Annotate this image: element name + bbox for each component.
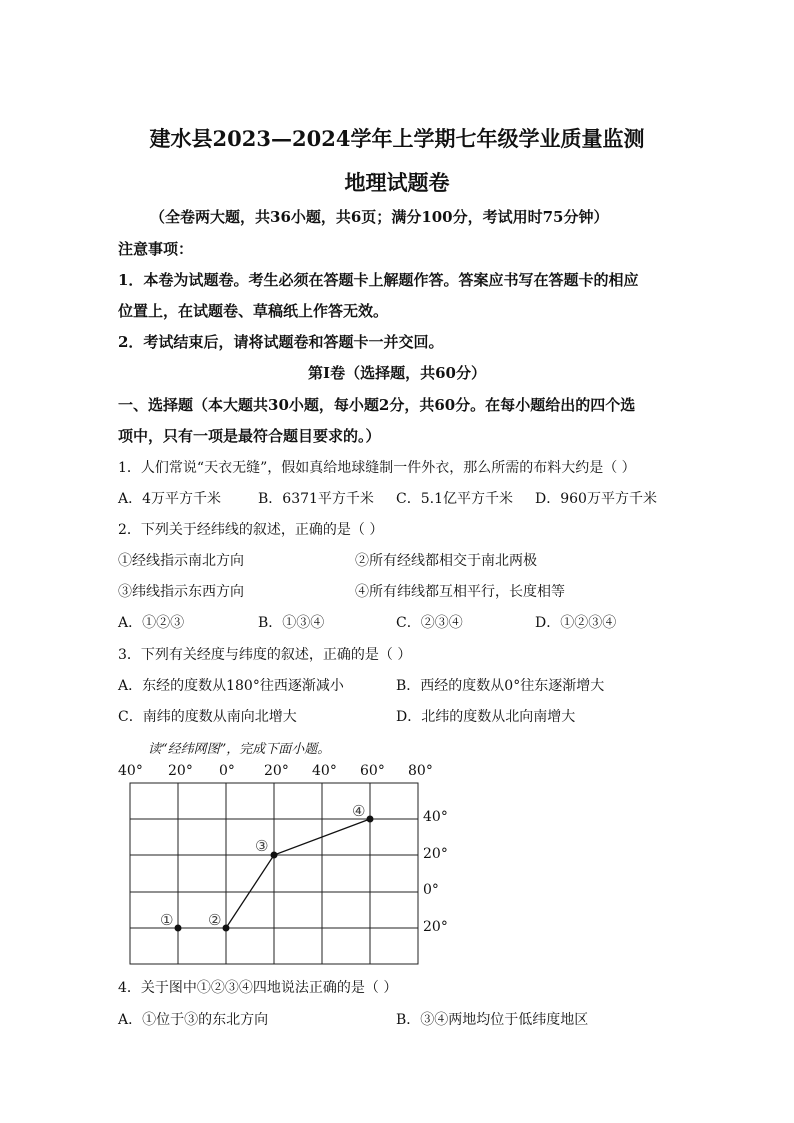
question-1-option-b: B．6371平方千米: [258, 491, 374, 507]
question-1-stem: 1．人们常说“天衣无缝”，假如真给地球缝制一件外衣，那么所需的布料大约是（ ）: [118, 460, 636, 476]
question-4-stem: 4．关于图中①②③④四地说法正确的是（ ）: [118, 980, 398, 996]
question-2-option-d: D．①②③④: [535, 615, 617, 631]
map-point-3: [271, 852, 278, 859]
map-lon-label: 20°: [264, 763, 289, 779]
notice-item-1-line-1: 1．本卷为试题卷。考生必须在答题卡上解题作答。答案应书写在答题卡的相应: [118, 271, 639, 289]
question-3-stem: 3．下列有关经度与纬度的叙述，正确的是（ ）: [118, 647, 412, 663]
exam-info: （全卷两大题，共36小题，共6页；满分100分，考试用时75分钟）: [150, 208, 609, 226]
question-4-option-a: A．①位于③的东北方向: [118, 1012, 269, 1028]
question-3-option-b: B．西经的度数从0°往东逐渐增大: [396, 678, 605, 694]
map-point-label: ①: [160, 911, 174, 929]
notice-heading: 注意事项：: [118, 240, 194, 258]
exam-title: 建水县2023—2024学年上学期七年级学业质量监测: [149, 126, 645, 151]
notice-item-2: 2．考试结束后，请将试题卷和答题卡一并交回。: [118, 333, 444, 351]
question-2-stem: 2．下列关于经纬线的叙述，正确的是（ ）: [118, 522, 384, 538]
map-lat-label: 20°: [423, 919, 448, 935]
question-1-option-c: C．5.1亿平方千米: [396, 491, 513, 507]
map-lon-label: 40°: [118, 763, 143, 779]
question-2-statement-4: ④所有纬线都互相平行，长度相等: [355, 584, 565, 600]
notice-item-1-line-2: 位置上，在试题卷、草稿纸上作答无效。: [118, 302, 389, 320]
question-2-statement-2: ②所有经线都相交于南北两极: [355, 553, 537, 569]
question-3-option-c: C．南纬的度数从南向北增大: [118, 709, 297, 725]
question-2-statement-1: ①经线指示南北方向: [118, 553, 244, 569]
question-1-option-a: A．4万平方千米: [118, 491, 222, 507]
route-line: [226, 819, 370, 928]
question-2-option-c: C．②③④: [396, 615, 463, 631]
exam-subtitle: 地理试题卷: [344, 170, 450, 195]
map-lon-label: 0°: [219, 763, 235, 779]
map-lat-label: 20°: [423, 846, 448, 862]
question-4-option-b: B．③④两地均位于低纬度地区: [396, 1012, 589, 1028]
map-point-label: ③: [255, 837, 269, 855]
map-lat-label: 0°: [423, 882, 439, 898]
graticule-grid: [130, 783, 418, 964]
map-point-label: ②: [208, 911, 222, 929]
part1-heading-line-2: 项中，只有一项是最符合题目要求的。）: [118, 427, 381, 445]
question-2-option-b: B．①③④: [258, 615, 325, 631]
map-intro: 读“经纬网图”，完成下面小题。: [148, 742, 331, 757]
map-lon-label: 60°: [360, 763, 385, 779]
part1-heading-line-1: 一、选择题（本大题共30小题，每小题2分，共60分。在每小题给出的四个选: [118, 396, 636, 414]
question-2-statement-3: ③纬线指示东西方向: [118, 584, 244, 600]
map-point-4: [367, 816, 374, 823]
map-lon-label: 40°: [312, 763, 337, 779]
map-point-2: [223, 925, 230, 932]
map-lat-label: 40°: [423, 809, 448, 825]
map-lon-label: 80°: [408, 763, 433, 779]
section-title: 第Ⅰ卷（选择题，共60分）: [308, 364, 486, 382]
map-point-label: ④: [352, 802, 366, 820]
question-1-option-d: D．960万平方千米: [535, 491, 657, 507]
map-lon-label: 20°: [168, 763, 193, 779]
question-3-option-a: A．东经的度数从180°往西逐渐减小: [118, 678, 344, 694]
question-2-option-a: A．①②③: [118, 615, 185, 631]
map-point-1: [175, 925, 182, 932]
question-3-option-d: D．北纬的度数从北向南增大: [396, 709, 576, 725]
